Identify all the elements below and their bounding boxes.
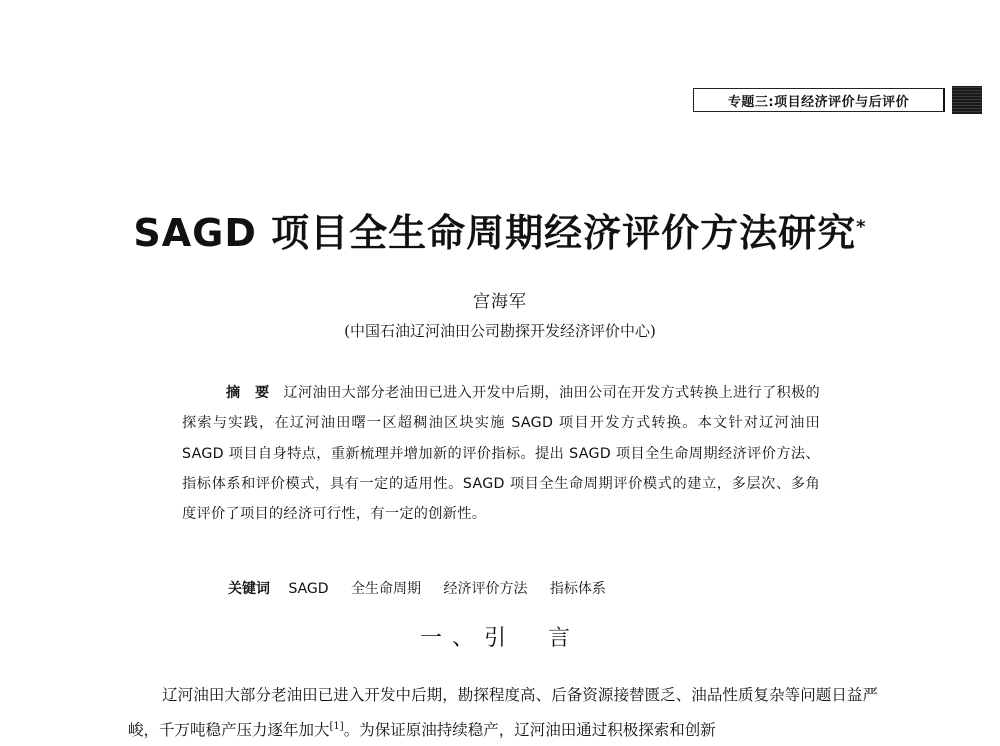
body-paragraph [128, 680, 878, 746]
author-name: 宫海军 [473, 292, 527, 312]
abstract-label: 摘 要 [226, 385, 270, 401]
keyword-item: 指标体系 [549, 581, 606, 597]
section-heading: 一、引 言 [419, 626, 580, 651]
abstract-block [182, 378, 820, 529]
keyword-item: 经济评价方法 [443, 581, 528, 597]
citation-mark: [1] [329, 721, 344, 732]
article-title [0, 202, 1000, 257]
keywords-line [228, 578, 624, 598]
keyword-item: SAGD [288, 581, 329, 597]
title-footnote-mark: * [856, 216, 867, 238]
section-header-label [693, 88, 945, 112]
body-text-part2: 。为保证原油持续稳产，辽河油田通过积极探索和创新 [343, 721, 716, 740]
author-affiliation: (中国石油辽河油田公司勘探开发经济评价中心) [344, 322, 656, 340]
section-header-text: 专题三:项目经济评价与后评价 [727, 94, 910, 110]
header-marker-block [952, 86, 982, 114]
article-title-text: SAGD 项目全生命周期经济评价方法研究 [133, 211, 857, 255]
abstract-text: 辽河油田大部分老油田已进入开发中后期，油田公司在开发方式转换上进行了积极的探索与实践，在辽河油田曙一区超稠油区块实施 SAGD 项目开发方式转换。本文针对辽河油田 SAGD 项目自身特点，重新梳理并增加新的评价指标。提出 SAGD 项目全生命周期经济评价方法、指标体系和评价模式，具有一定的适用性。SAGD 项目全生命周期评价模式的建立，多层次、多角度评价了项目的经济可行性，有一定的创新性。 [182, 385, 820, 523]
keywords-label: 关键词 [228, 581, 270, 597]
keyword-item: 全生命周期 [351, 581, 422, 597]
body-text-part1: 辽河油田大部分老油田已进入开发中后期，勘探程度高、后备资源接替匮乏、油品性质复杂等问题日益严峻，千万吨稳产压力逐年加大 [128, 686, 878, 740]
